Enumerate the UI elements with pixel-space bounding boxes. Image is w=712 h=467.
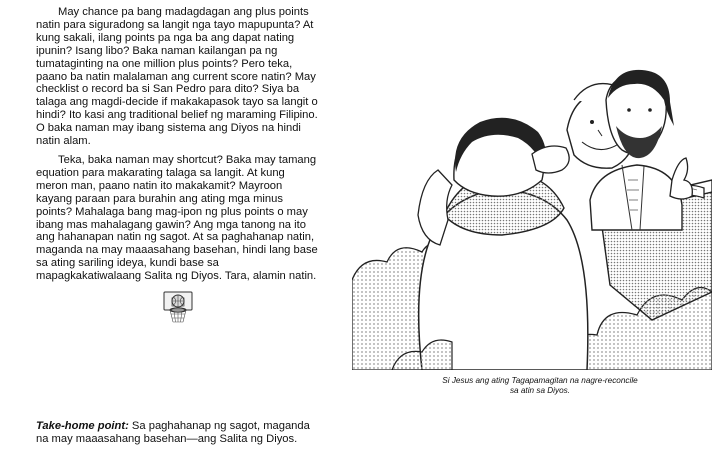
take-home-text: Sa paghahanap ng sagot, maganda na may maaasahang basehan—ang Salita ng Diyos. [36, 420, 310, 445]
jesus-reconcile-illustration [352, 30, 712, 370]
paragraph-2: Teka, baka naman may shortcut? Baka may tamang equation para makarating talaga sa langit. At kung meron man, paano natin ito makakamit? Mayroon kayang paraan para burahin ang ating mga minus points? Mahalaga bang mag-ipon ng plus points o may ibang mas mahalagang gawin? Ang mga tanong na ito ang hahanapan natin ng sagot. At sa paghahanap natin, maganda na may maaasahang basehan, hindi lang base sa ating sariling ideya, kundi base sa mapagkakatiwalaang Salita ng Diyos. Tara, alamin natin. [36, 153, 318, 283]
body-text-column [36, 6, 318, 327]
take-home-label: Take-home point: [36, 420, 129, 432]
basketball-hoop-icon [158, 289, 198, 327]
young-man-figure [418, 118, 588, 370]
take-home-point [36, 420, 318, 446]
paragraph-1: May chance pa bang madagdagan ang plus points natin para siguradong sa langit nga tayo mapupunta? At kung sakali, ilang points pa nga ba ang dapat nating ipunin? Isang libo? Baka naman kailangan pa ng tumataginting na one million plus points? Pero teka, paano ba natin malalaman ang current score natin? May checklist o record ba si San Pedro para dito? Siya ba talaga ang magdi-decide if makakapasok tayo sa langit o hindi? Ito kasi ang traditional belief ng maraming Filipino. O baka naman may ibang sistema ang Diyos na hindi natin alam. [36, 6, 318, 148]
illustration-caption: Si Jesus ang ating Tagapamagitan na nagre-reconcile sa atin sa Diyos. [442, 376, 638, 395]
